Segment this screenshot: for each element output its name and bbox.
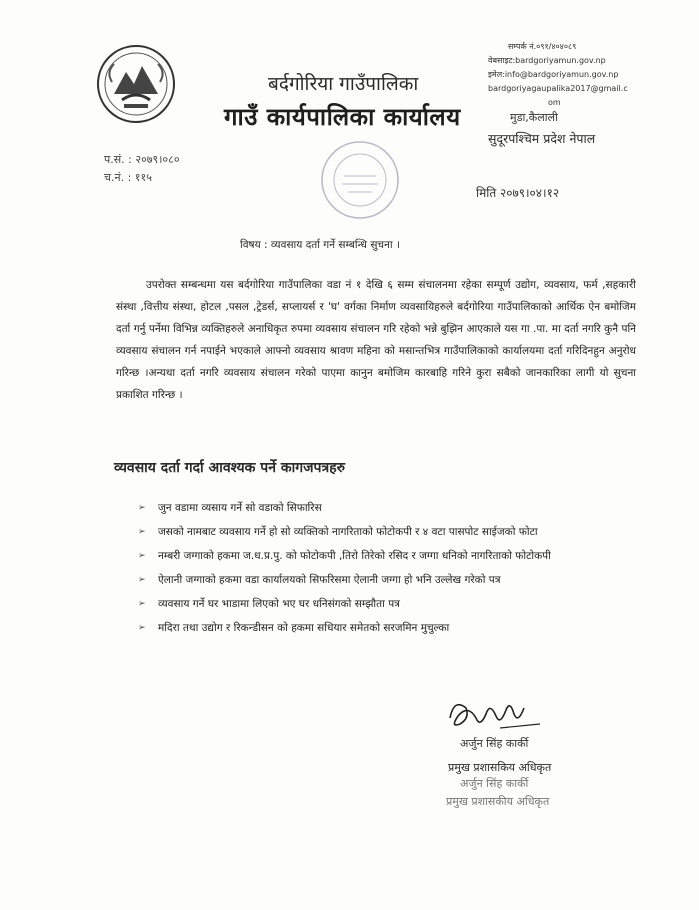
email-secondary-tail: om xyxy=(548,98,561,107)
signatory-title: प्रमुख प्रशासकिय अधिकृत xyxy=(448,761,552,774)
list-item: ➢ जसको नामबाट व्यवसाय गर्ने हो सो व्यक्तिको नागरिताको फोटोकपी र ४ वटा पासपोट साईजको फोटा xyxy=(138,522,638,542)
office-title: गाउँ कार्यपालिका कार्यालय xyxy=(224,103,461,131)
office-stamp-icon xyxy=(318,138,402,222)
requirements-list xyxy=(138,498,638,642)
list-item: ➢ जुन वडामा व्यसाय गर्ने सो वडाको सिफारिस xyxy=(138,498,638,518)
signatory-stamp-title: प्रमुख प्रशासकीय अधिकृत xyxy=(446,795,550,808)
phone-number: सम्पर्क नं.०९१/४०४०८९ xyxy=(508,42,577,51)
contact-block xyxy=(488,40,693,110)
fiscal-year-reference: प.सं. : २०७९।०८० xyxy=(104,153,180,166)
requirements-heading: व्यवसाय दर्ता गर्दा आवश्यक पर्ने कागजपत्रहरु xyxy=(114,460,346,476)
issue-date: मिति २०७९।०४।१२ xyxy=(476,186,560,200)
list-item: ➢ मदिरा तथा उद्योग र रिकन्डीसन को हकमा सधियार समेतको सरजमिन मुचुल्का xyxy=(138,618,638,638)
website-text: वेबसाइट:bardgoriyamun.gov.np xyxy=(488,56,606,65)
office-name: बर्दगोरिया गाउँपालिका xyxy=(268,73,419,95)
arrow-bullet-icon: ➢ xyxy=(138,551,146,561)
arrow-bullet-icon: ➢ xyxy=(138,599,146,609)
arrow-bullet-icon: ➢ xyxy=(138,623,146,633)
address-province: सुदूरपश्चिम प्रदेश नेपाल xyxy=(488,131,596,146)
signatory-stamp-name: अर्जुन सिंह कार्की xyxy=(460,777,529,790)
list-item: ➢ व्यवसाय गर्ने घर भाडामा लिएको भए घर धनिसंगको सम्झौता पत्र xyxy=(138,594,638,614)
email-primary: इमेल:info@bardgoriyamun.gov.np xyxy=(488,70,619,79)
email-secondary: bardgoriyagaupalika2017@gmail.c xyxy=(488,84,628,93)
notice-body: उपरोक्त सम्बन्धमा यस बर्दगोरिया गाउँपालिका वडा नं १ देखि ६ सम्म संचालनमा रहेका सम्पूर्ण उद्योग, व्यवसाय, फर्म ,सहकारी संस्था ,वित्तीय संस्था, होटल ,पसल ,ट्रेडर्स, सप्लायर्स र 'घ' वर्गका निर्माण व्यवसायिहरुले बर्दगोरिया गाउँपालिकाको आर्थिक ऐन बमोजिम दर्ता गर्नु पर्नेमा विभिन्न व्यक्तिहरुले अनाधिकृत रुपमा व्यवसाय संचालन गरि रहेको भन्ने बुझिन आएकाले यस गा .पा. मा दर्ता नगरि कुनै पनि व्यवसाय संचालन गर्न नपाईने भएकाले आफ्नो व्यवसाय श्रावण महिना को मसान्तभित्र गाउँपालिकाको कार्यालयमा दर्ता गरिदिनहुन अनुरोध गरिन्छ ।अन्यथा दर्ता नगरि व्यवसाय संचालन गरेको पाएमा कानुन बमोजिम कारबाहि गरिने कुरा सबैको जानकारिका लागी यो सुचना प्रकाशित गरिन्छ । xyxy=(116,279,636,401)
list-item: ➢ ऐलानी जग्गाको हकमा वडा कार्यालयको सिफरिसमा ऐलानी जग्गा हो भनि उल्लेख गरेको पत्र xyxy=(138,570,638,590)
arrow-bullet-icon: ➢ xyxy=(138,575,146,585)
address-district: मुडा,कैलाली xyxy=(510,111,558,124)
list-item: ➢ नम्बरी जग्गाको हकमा ज.ध.प्र.पु. को फोटोकपी ,तिरो तिरेको रसिद र जग्गा धनिको नागरिताको फोटोकपी xyxy=(138,546,638,566)
arrow-bullet-icon: ➢ xyxy=(138,503,146,513)
signatory-name: अर्जुन सिंह कार्की xyxy=(460,737,529,750)
nepal-emblem-icon xyxy=(94,42,178,126)
arrow-bullet-icon: ➢ xyxy=(138,527,146,537)
dispatch-number: च.नं. : ११५ xyxy=(104,171,152,184)
subject-line: विषय : व्यवसाय दर्ता गर्ने सम्बन्धि सुचना । xyxy=(240,239,400,251)
